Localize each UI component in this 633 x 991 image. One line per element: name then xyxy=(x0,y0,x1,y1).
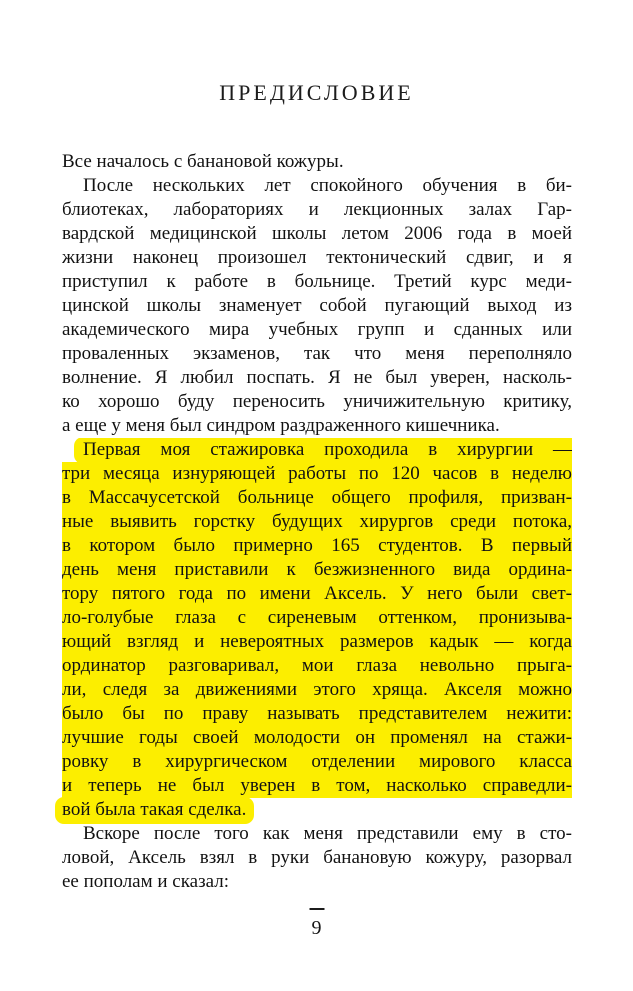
text-line: волнение. Я любил поспать. Я не был уверен, насколь- xyxy=(62,367,572,388)
highlighted-text-line[interactable]: в Массачусетской больнице общего профиля, призван- xyxy=(62,487,572,508)
highlighted-text-line[interactable]: ровку в хирургическом отделении мирового класса xyxy=(62,751,572,772)
text-line: академического мира учебных групп и сданных или xyxy=(62,319,572,340)
highlighted-text-line[interactable]: было бы по праву называть представителем нежити: xyxy=(62,703,572,724)
text-line: а еще у меня был синдром раздраженного кишечника. xyxy=(62,415,500,436)
text-line: ко хорошо буду переносить уничижительную критику, xyxy=(62,391,572,412)
page-number: 9 xyxy=(311,917,322,939)
text-line: цинской школы знаменует собой пугающий выход из xyxy=(62,295,572,316)
highlighted-text-line[interactable]: тору пятого года по имени Аксель. У него были свет- xyxy=(62,583,572,604)
highlighted-text-line[interactable]: ные выявить горстку будущих хирургов среди потока, xyxy=(62,511,572,532)
text-line: вардской медицинской школы летом 2006 года в моей xyxy=(62,223,572,244)
highlighted-text-line[interactable]: лучшие годы своей молодости он променял на стажи- xyxy=(62,727,572,748)
page-text xyxy=(62,150,572,894)
footer-rule xyxy=(309,908,324,910)
highlight-pill[interactable]: вой была такая сделка. xyxy=(55,797,254,824)
text-line: Все началось с банановой кожуры. xyxy=(62,151,344,172)
highlighted-text-line[interactable]: и теперь не был уверен в том, насколько справедли- xyxy=(62,775,572,796)
chapter-title: ПРЕДИСЛОВИЕ xyxy=(219,80,414,105)
text-line: приступил к работе в больнице. Третий курс меди- xyxy=(62,271,572,292)
highlighted-text-line[interactable]: ординатор разговаривал, мои глаза невольно прыга- xyxy=(62,655,572,676)
highlighted-text-line[interactable]: ли, следя за движениями этого хряща. Акселя можно xyxy=(62,679,572,700)
text-line: ловой, Аксель взял в руки банановую кожуру, разорвал xyxy=(62,847,572,868)
highlighted-text-line[interactable]: день меня приставили к безжизненного вида ордина- xyxy=(62,559,572,580)
text-line: После нескольких лет спокойного обучения в би- xyxy=(83,175,572,196)
highlighted-text-line[interactable]: Первая моя стажировка проходила в хирургии — xyxy=(62,438,572,462)
text-line: ее пополам и сказал: xyxy=(62,871,229,892)
highlighted-text-line[interactable]: ющий взгляд и невероятных размеров кадык — когда xyxy=(62,631,572,652)
highlighted-text-line[interactable] xyxy=(62,798,572,822)
highlighted-text-line[interactable]: ло-голубые глаза с сиреневым оттенком, пронизыва- xyxy=(62,607,572,628)
text-line: блиотеках, лабораториях и лекционных залах Гар- xyxy=(62,199,572,220)
highlighted-text-line[interactable]: в котором было примерно 165 студентов. В первый xyxy=(62,535,572,556)
text-line: проваленных экзаменов, так что меня переполняло xyxy=(62,343,572,364)
text-line: Вскоре после того как меня представили ему в сто- xyxy=(83,823,572,844)
highlighted-text-line[interactable]: три месяца изнуряющей работы по 120 часов в неделю xyxy=(62,463,572,484)
text-line: жизни наконец произошел тектонический сдвиг, и я xyxy=(62,247,572,268)
